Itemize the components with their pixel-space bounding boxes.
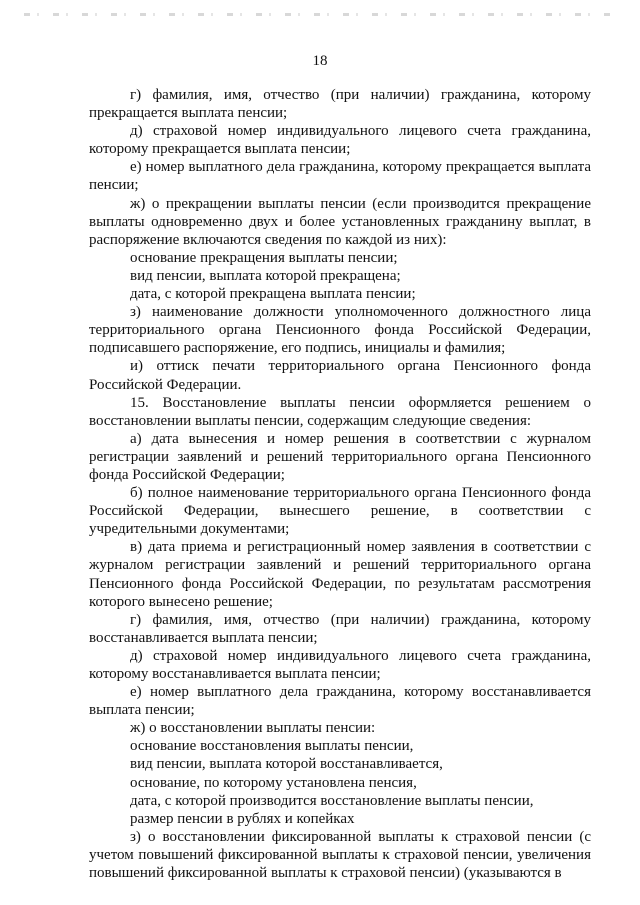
page-number: 18 — [312, 53, 328, 69]
paragraph-d-insurance-number-restoration: д) страховой номер индивидуального лицевого счета гражданина, которому восстанавливается выплата пенсии; — [89, 647, 591, 682]
paragraph-pension-grounds: основание, по которому установлена пенсия, — [130, 774, 417, 791]
paragraph-restoration-basis: основание восстановления выплаты пенсии, — [130, 738, 414, 755]
paragraph-z-official-position: з) наименование должности уполномоченного должностного лица территориального органа Пенсионного фонда Российской Федерации, подписавшего распоряжение, его подпись, инициалы и фамилия; — [89, 304, 591, 357]
paragraph-e-case-number-termination: е) номер выплатного дела гражданина, которому прекращается выплата пенсии; — [89, 159, 591, 194]
paragraph-15-restoration: 15. Восстановление выплаты пенсии оформляется решением о восстановлении выплаты пенсии, содержащим следующие сведения: — [89, 394, 591, 429]
paragraph-d-insurance-number-termination: д) страховой номер индивидуального лицевого счета гражданина, которому прекращается выплата пенсии; — [89, 123, 591, 158]
paragraph-g-surname-termination: г) фамилия, имя, отчество (при наличии) гражданина, которому прекращается выплата пенсии; — [89, 87, 591, 122]
paragraph-e-case-number-restoration: е) номер выплатного дела гражданина, которому восстанавливается выплата пенсии; — [89, 684, 591, 719]
paragraph-i-stamp: и) оттиск печати территориального органа Пенсионного фонда Российской Федерации. — [89, 358, 591, 393]
paragraph-pension-amount: размер пенсии в рублях и копейках — [130, 810, 355, 827]
paragraph-termination-basis: основание прекращения выплаты пенсии; — [130, 249, 398, 266]
paragraph-v-application-date: в) дата приема и регистрационный номер заявления в соответствии с журналом регистрации заявлений и решений территориального органа Пенсионного фонда Российской Федерации, по результатам рассмотрения которого вынесено решение; — [89, 539, 591, 610]
paragraph-g-surname-restoration: г) фамилия, имя, отчество (при наличии) гражданина, которому восстанавливается выплата пенсии; — [89, 611, 591, 646]
paragraph-termination-date: дата, с которой прекращена выплата пенсии; — [130, 286, 416, 303]
document-body — [89, 86, 591, 882]
scan-artifact-top — [24, 13, 616, 16]
paragraph-restoration-pension-type: вид пенсии, выплата которой восстанавливается, — [130, 756, 443, 773]
paragraph-zh-termination-details: ж) о прекращении выплаты пенсии (если производится прекращение выплаты одновременно двух и более установленных гражданину выплат, в распоряжение включаются сведения по каждой из них): — [89, 195, 591, 248]
paragraph-z-fixed-payment: з) о восстановлении фиксированной выплаты к страховой пенсии (с учетом повышений фиксированной выплаты к страховой пенсии, увеличения повышений фиксированной выплаты к страховой пенсии) (указываются в — [89, 828, 591, 882]
paragraph-restoration-date: дата, с которой производится восстановление выплаты пенсии, — [130, 792, 534, 809]
paragraph-a-decision-date: а) дата вынесения и номер решения в соответствии с журналом регистрации заявлений и решений территориального органа Пенсионного фонда Российской Федерации; — [89, 430, 591, 483]
paragraph-termination-pension-type: вид пенсии, выплата которой прекращена; — [130, 267, 401, 284]
paragraph-zh-restoration-details: ж) о восстановлении выплаты пенсии: — [130, 720, 376, 737]
paragraph-b-authority-name: б) полное наименование территориального органа Пенсионного фонда Российской Федерации, вынесшего решение, в соответствии с учредительными документами; — [89, 485, 591, 538]
